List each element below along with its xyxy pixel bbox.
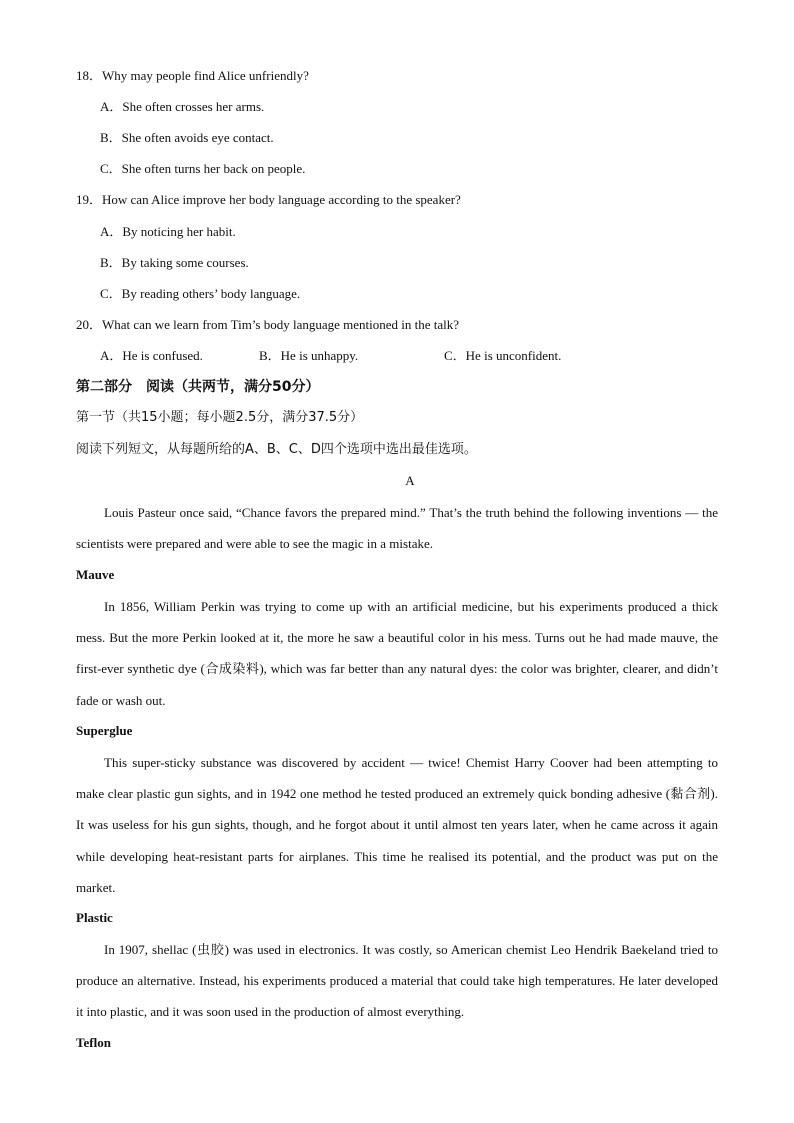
question-18-stem: 18．Why may people find Alice unfriendly? [76, 68, 309, 83]
question-20-option-b: B．He is unhappy. [259, 348, 359, 363]
question-18-option-a: A．She often crosses her arms. [100, 99, 265, 114]
section-heading-plastic: Plastic [76, 910, 113, 925]
section-text-superglue: This super-sticky substance was discovered by accident — twice! Chemist Harry Coover had been attempting to make clear plastic gun sights, and in 1942 one method he tested produced an extremely quick bonding adhesive (黏合剂). It was useless for his gun sights, though, and he forgot about it until almost ten years later, when he came across it again while developing heat-resistant parts for airplanes. This time he realised its potential, and the product was put on the market. [76, 755, 718, 895]
passage-intro: Louis Pasteur once said, “Chance favors the prepared mind.” That’s the truth behind the following inventions — the scientists were prepared and were able to see the magic in a mistake. [76, 505, 718, 552]
question-20-stem: 20．What can we learn from Tim’s body language mentioned in the talk? [76, 317, 460, 332]
question-19-option-c: C．By reading others’ body language. [100, 286, 301, 301]
question-20-option-c: C．He is unconfident. [444, 348, 562, 363]
section-text-plastic: In 1907, shellac (虫胶) was used in electronics. It was costly, so American chemist Leo Hendrik Baekeland tried to produce an alternative. Instead, his experiments produced a material that could take high temperatures. He later developed it into plastic, and it was soon used in the production of almost everything. [76, 942, 718, 1020]
section-heading-superglue: Superglue [76, 723, 133, 738]
section-text-mauve: In 1856, William Perkin was trying to come up with an artificial medicine, but his experiments produced a thick mess. But the more Perkin looked at it, the more he saw a beautiful color in his mess. Turns out he had made mauve, the first-ever synthetic dye (合成染料), which was far better than any natural dyes: the color was brighter, clearer, and didn’t fade or wash out. [76, 599, 718, 708]
question-18-option-c: C．She often turns her back on people. [100, 161, 306, 176]
question-19-option-a: A．By noticing her habit. [100, 224, 236, 239]
question-20-option-a: A．He is confused. [100, 348, 203, 363]
question-19-option-b: B．By taking some courses. [100, 255, 249, 270]
part-title: 第二部分 阅读（共两节，满分50分） [76, 379, 320, 395]
passage-label: A [405, 473, 415, 488]
subsection-title: 第一节（共15小题；每小题2.5分，满分37.5分） [76, 410, 364, 425]
question-18-option-b: B．She often avoids eye contact. [100, 130, 274, 145]
reading-instruction: 阅读下列短文，从每题所给的A、B、C、D四个选项中选出最佳选项。 [76, 442, 477, 457]
section-heading-teflon: Teflon [76, 1035, 111, 1050]
question-19-stem: 19．How can Alice improve her body language according to the speaker? [76, 192, 461, 207]
section-heading-mauve: Mauve [76, 567, 115, 582]
